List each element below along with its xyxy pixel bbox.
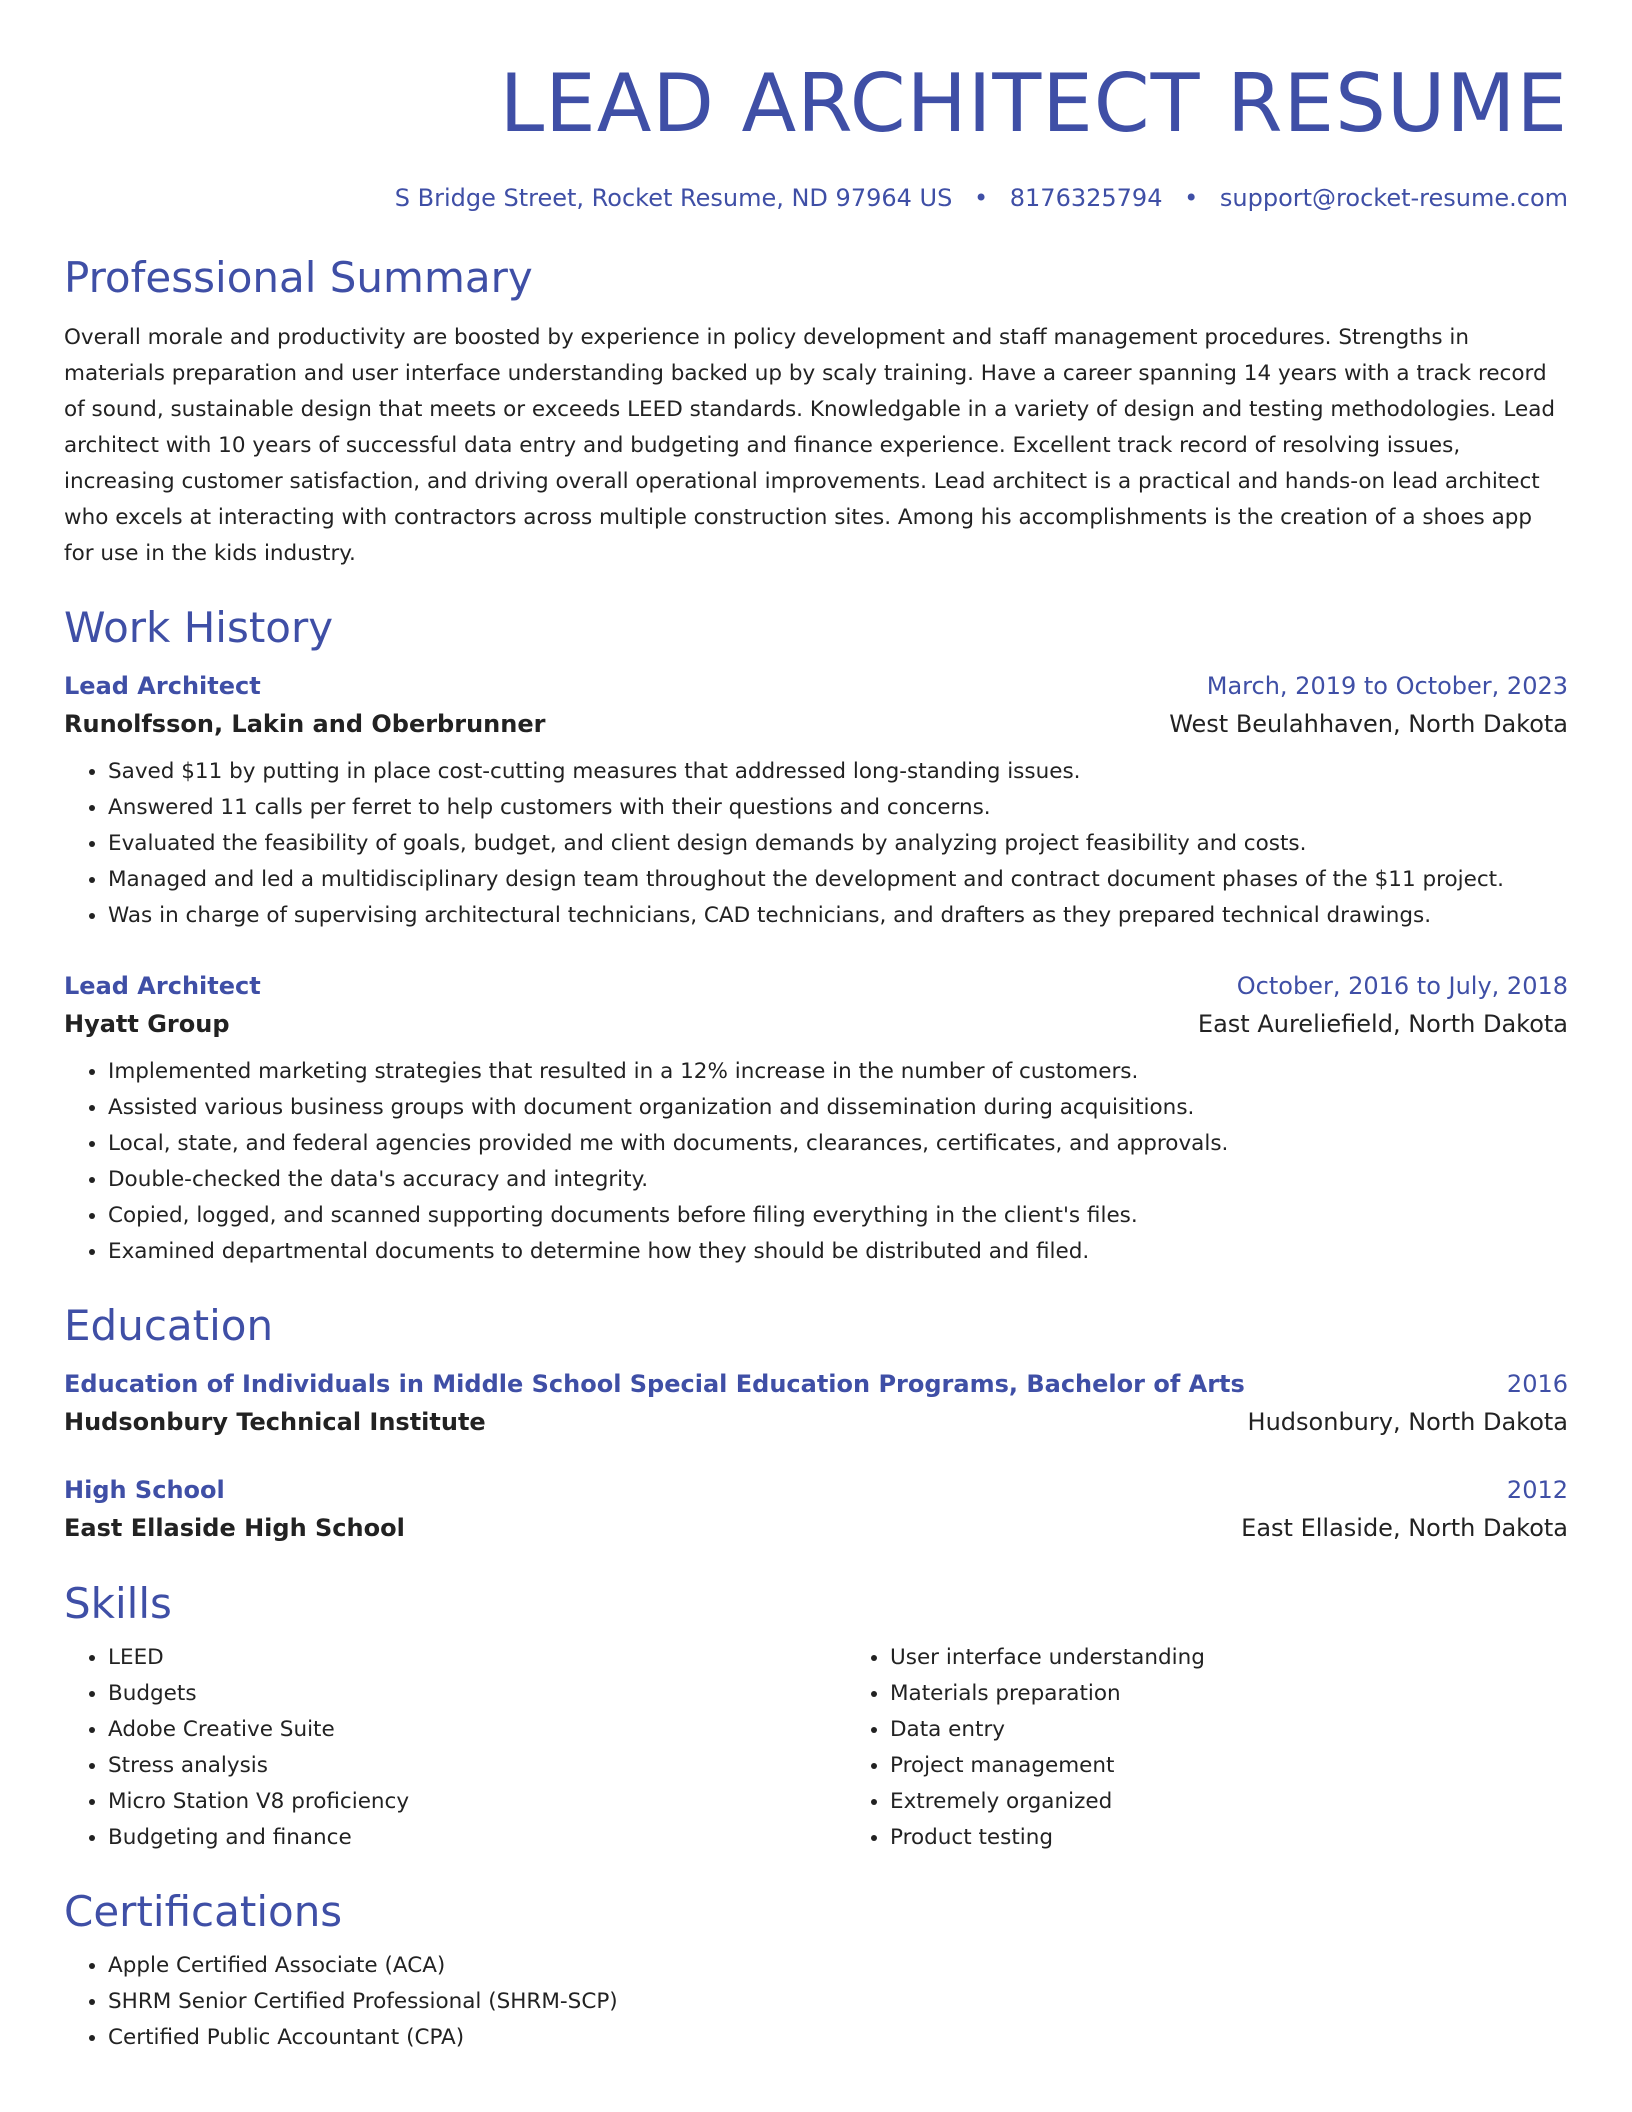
education-school: East Ellaside High School <box>64 1514 405 1542</box>
skill-item: • Budgeting and finance <box>108 1820 846 1856</box>
skill-item: • Micro Station V8 proficiency <box>108 1784 846 1820</box>
education-school-row <box>64 1508 1568 1548</box>
education-year: 2016 <box>1506 1370 1568 1398</box>
certifications-section <box>64 1886 1568 2056</box>
job-title: Lead Architect <box>64 972 261 1000</box>
job-dates: March, 2019 to October, 2023 <box>1206 672 1568 700</box>
job-dates: October, 2016 to July, 2018 <box>1236 972 1568 1000</box>
job-company: Hyatt Group <box>64 1010 230 1038</box>
education-school: Hudsonbury Technical Institute <box>64 1408 486 1436</box>
section-title-certifications: Certifications <box>64 1887 343 1936</box>
skills-list-left <box>64 1640 846 1856</box>
certification-item: • Certified Public Accountant (CPA) <box>108 2020 1568 2056</box>
list-item: • Evaluated the feasibility of goals, budget, and client design demands by analyzing project feasibility and costs. <box>108 826 1568 862</box>
section-title-work-history: Work History <box>64 603 334 652</box>
job-title-row <box>64 968 1568 1004</box>
section-title-education: Education <box>64 1301 274 1350</box>
education-location: East Ellaside, North Dakota <box>1241 1514 1568 1542</box>
education-year: 2012 <box>1506 1476 1568 1504</box>
education-degree: High School <box>64 1476 225 1504</box>
summary-text: Overall morale and productivity are boosted by experience in policy development and staff management procedures. Strengths in materials preparation and user interface understanding backed up by scaly training. Have a career spanning 14 years with a track record of sound, sustainable design that meets or exceeds LEED standards. Knowledgable in a variety of design and testing methodologies. Lead architect with 10 years of successful data entry and budgeting and finance experience. Excellent track record of resolving issues, increasing customer satisfaction, and driving overall operational improvements. Lead architect is a practical and hands-on lead architect who excels at interacting with contractors across multiple construction sites. Among his accomplishments is the creation of a shoes app for use in the kids industry. <box>64 325 1556 566</box>
job-bullets <box>64 1054 1568 1270</box>
section-title-summary: Professional Summary <box>64 253 533 302</box>
education-degree-row <box>64 1366 1568 1402</box>
job-entry <box>64 968 1568 1270</box>
list-item: • Double-checked the data's accuracy and integrity. <box>108 1162 1568 1198</box>
job-title: Lead Architect <box>64 672 261 700</box>
education-entry <box>64 1472 1568 1548</box>
resume-header <box>64 0 1568 214</box>
list-item: • Answered 11 calls per ferret to help customers with their questions and concerns. <box>108 790 1568 826</box>
certification-item: • Apple Certified Associate (ACA) <box>108 1948 1568 1984</box>
contact-separator: • <box>1184 184 1199 212</box>
job-bullets <box>64 754 1568 934</box>
job-location: East Aureliefield, North Dakota <box>1197 1010 1568 1038</box>
skills-list-right <box>846 1640 1568 1856</box>
skill-item: • Materials preparation <box>890 1676 1568 1712</box>
education-degree-row <box>64 1472 1568 1508</box>
list-item: • Local, state, and federal agencies provided me with documents, clearances, certificates, and approvals. <box>108 1126 1568 1162</box>
certifications-list <box>64 1948 1568 2056</box>
summary-section <box>64 252 1568 572</box>
job-company: Runolfsson, Lakin and Oberbrunner <box>64 710 546 738</box>
education-entry <box>64 1366 1568 1442</box>
list-item: • Was in charge of supervising architectural technicians, CAD technicians, and drafters as they prepared technical drawings. <box>108 898 1568 934</box>
list-item: • Assisted various business groups with document organization and dissemination during acquisitions. <box>108 1090 1568 1126</box>
skill-item: • LEED <box>108 1640 846 1676</box>
job-company-row <box>64 1004 1568 1044</box>
education-degree: Education of Individuals in Middle School Special Education Programs, Bachelor of Arts <box>64 1370 1245 1398</box>
contact-phone: 8176325794 <box>1009 184 1163 212</box>
resume-name: LEAD ARCHITECT RESUME <box>499 57 1568 150</box>
list-item: • Copied, logged, and scanned supporting documents before filing everything in the client's files. <box>108 1198 1568 1234</box>
contact-line <box>64 182 1568 214</box>
skill-item: • Adobe Creative Suite <box>108 1712 846 1748</box>
certification-item: • SHRM Senior Certified Professional (SHRM-SCP) <box>108 1984 1568 2020</box>
skills-columns <box>64 1640 1568 1856</box>
skill-item: • User interface understanding <box>890 1640 1568 1676</box>
skill-item: • Product testing <box>890 1820 1568 1856</box>
skill-item: • Stress analysis <box>108 1748 846 1784</box>
job-entry <box>64 668 1568 934</box>
list-item: • Implemented marketing strategies that resulted in a 12% increase in the number of customers. <box>108 1054 1568 1090</box>
skill-item: • Data entry <box>890 1712 1568 1748</box>
skills-section <box>64 1578 1568 1856</box>
job-title-row <box>64 668 1568 704</box>
list-item: • Saved $11 by putting in place cost-cutting measures that addressed long-standing issues. <box>108 754 1568 790</box>
work-history-section <box>64 602 1568 1270</box>
skill-item: • Project management <box>890 1748 1568 1784</box>
list-item: • Managed and led a multidisciplinary design team throughout the development and contract document phases of the $11 project. <box>108 862 1568 898</box>
job-company-row <box>64 704 1568 744</box>
list-item: • Examined departmental documents to determine how they should be distributed and filed. <box>108 1234 1568 1270</box>
section-title-skills: Skills <box>64 1579 172 1628</box>
education-location: Hudsonbury, North Dakota <box>1247 1408 1568 1436</box>
contact-address: S Bridge Street, Rocket Resume, ND 97964 US <box>394 184 953 212</box>
skill-item: • Budgets <box>108 1676 846 1712</box>
education-school-row <box>64 1402 1568 1442</box>
contact-separator: • <box>973 184 989 212</box>
education-section <box>64 1300 1568 1548</box>
contact-email: support@rocket-resume.com <box>1219 184 1568 212</box>
job-location: West Beulahhaven, North Dakota <box>1169 710 1568 738</box>
skill-item: • Extremely organized <box>890 1784 1568 1820</box>
